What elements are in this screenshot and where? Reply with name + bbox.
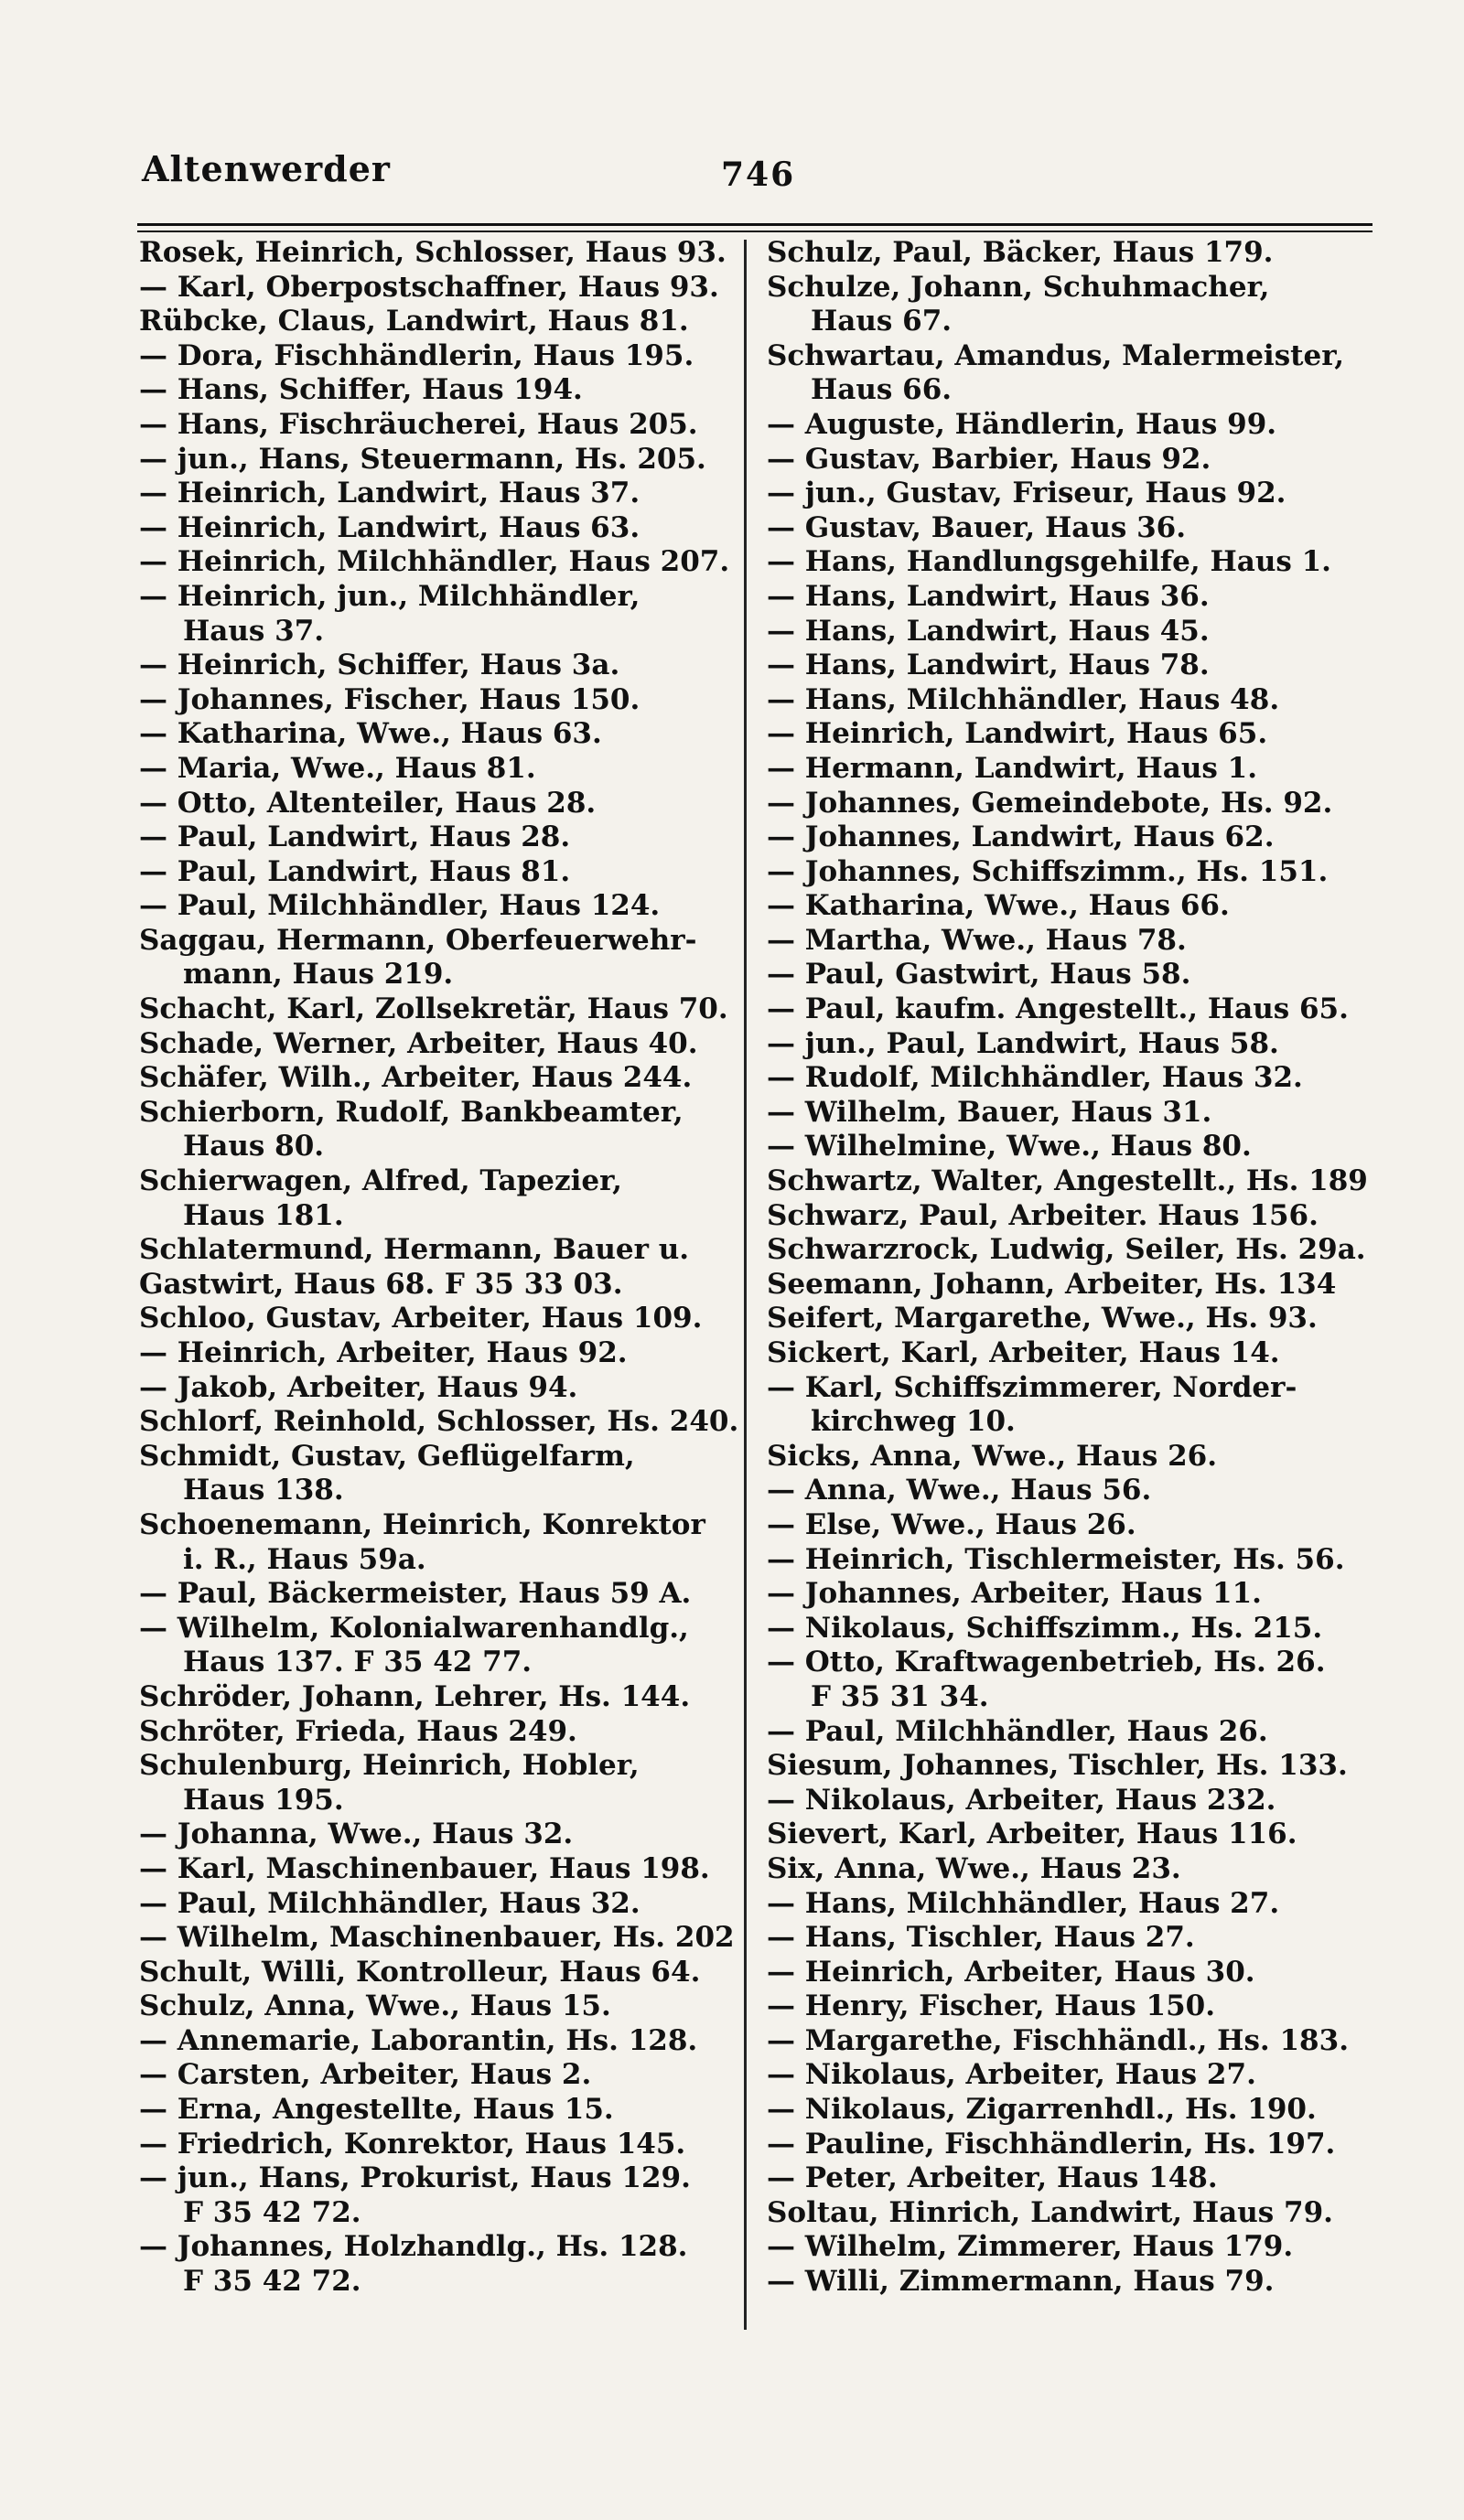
directory-entry: — Otto, Altenteiler, Haus 28. (139, 786, 597, 820)
directory-entry: Saggau, Hermann, Oberfeuerwehr- (139, 923, 697, 957)
directory-entry: — Otto, Kraftwagenbetrieb, Hs. 26. (767, 1646, 1326, 1679)
directory-entry: — Heinrich, Landwirt, Haus 63. (139, 510, 640, 544)
directory-entry: — jun., Hans, Steuermann, Hs. 205. (139, 442, 706, 476)
directory-entry: Gastwirt, Haus 68. F 35 33 03. (139, 1267, 623, 1301)
directory-entry: — Wilhelm, Bauer, Haus 31. (767, 1095, 1212, 1129)
directory-entry: — Maria, Wwe., Haus 81. (139, 751, 536, 785)
directory-entry: Sickert, Karl, Arbeiter, Haus 14. (767, 1336, 1280, 1369)
directory-entry: kirchweg 10. (811, 1405, 1016, 1439)
directory-entry: Schulz, Anna, Wwe., Haus 15. (139, 1989, 611, 2023)
directory-entry: — Hermann, Landwirt, Haus 1. (767, 751, 1258, 785)
directory-entry: — Johannes, Holzhandlg., Hs. 128. (139, 2230, 688, 2264)
directory-entry: — Heinrich, Milchhändler, Haus 207. (139, 545, 730, 579)
directory-entry: — Heinrich, Schiffer, Haus 3a. (139, 649, 620, 682)
directory-entry: — Paul, kaufm. Angestellt., Haus 65. (767, 992, 1349, 1026)
directory-entry: — Paul, Landwirt, Haus 28. (139, 820, 571, 854)
directory-entry: Schröder, Johann, Lehrer, Hs. 144. (139, 1679, 691, 1713)
directory-entry: — Jakob, Arbeiter, Haus 94. (139, 1370, 578, 1404)
directory-entry: — Hans, Fischräucherei, Haus 205. (139, 407, 698, 441)
directory-entry: — Karl, Oberpostschaffner, Haus 93. (139, 270, 719, 304)
directory-entry: Schulz, Paul, Bäcker, Haus 179. (767, 236, 1274, 269)
directory-entry: — Hans, Landwirt, Haus 45. (767, 614, 1210, 648)
directory-entry: — Annemarie, Laborantin, Hs. 128. (139, 2023, 698, 2057)
directory-entry: — Carsten, Arbeiter, Haus 2. (139, 2058, 592, 2092)
directory-entry: — Hans, Schiffer, Haus 194. (139, 373, 583, 407)
directory-entry: — Paul, Gastwirt, Haus 58. (767, 958, 1191, 992)
directory-entry: Haus 80. (183, 1130, 325, 1163)
directory-entry: — Rudolf, Milchhändler, Haus 32. (767, 1061, 1303, 1095)
directory-entry: — Wilhelmine, Wwe., Haus 80. (767, 1130, 1252, 1163)
directory-entry: — Willi, Zimmermann, Haus 79. (767, 2265, 1275, 2299)
directory-entry: — Paul, Milchhändler, Haus 32. (139, 1886, 640, 1920)
directory-entry: Schoenemann, Heinrich, Konrektor (139, 1507, 705, 1541)
directory-entry: — Paul, Bäckermeister, Haus 59 A. (139, 1577, 692, 1611)
directory-entry: Haus 181. (183, 1198, 344, 1232)
directory-entry: — Wilhelm, Maschinenbauer, Hs. 202 (139, 1921, 735, 1955)
directory-entry: Schloo, Gustav, Arbeiter, Haus 109. (139, 1302, 703, 1335)
directory-entry: — Auguste, Händlerin, Haus 99. (767, 407, 1277, 441)
directory-entry: Haus 138. (183, 1474, 344, 1507)
directory-entry: Seifert, Margarethe, Wwe., Hs. 93. (767, 1302, 1318, 1335)
directory-entry: Schwarzrock, Ludwig, Seiler, Hs. 29a. (767, 1233, 1366, 1267)
directory-entry: mann, Haus 219. (183, 958, 454, 992)
directory-entry: Schade, Werner, Arbeiter, Haus 40. (139, 1026, 698, 1060)
directory-entry: Schwarz, Paul, Arbeiter. Haus 156. (767, 1198, 1319, 1232)
directory-entry: Schulze, Johann, Schuhmacher, (767, 270, 1270, 304)
directory-entry: — Johannes, Schiffszimm., Hs. 151. (767, 854, 1329, 888)
directory-entry: Schmidt, Gustav, Geflügelfarm, (139, 1439, 635, 1473)
directory-entry: — Karl, Schiffszimmerer, Norder- (767, 1370, 1297, 1404)
directory-entry: — Hans, Handlungsgehilfe, Haus 1. (767, 545, 1331, 579)
directory-entry: — Johannes, Arbeiter, Haus 11. (767, 1577, 1262, 1611)
directory-entry: — Heinrich, Arbeiter, Haus 92. (139, 1336, 628, 1369)
directory-entry: — Katharina, Wwe., Haus 63. (139, 717, 602, 751)
left-column (139, 236, 743, 2300)
directory-entry: Sievert, Karl, Arbeiter, Haus 116. (767, 1818, 1297, 1851)
directory-entry: Schulenburg, Heinrich, Hobler, (139, 1749, 640, 1783)
directory-entry: — Paul, Milchhändler, Haus 124. (139, 889, 661, 923)
directory-entry: — Wilhelm, Kolonialwarenhandlg., (139, 1611, 689, 1645)
directory-entry: — Pauline, Fischhändlerin, Hs. 197. (767, 2127, 1336, 2161)
directory-entry: — Heinrich, Tischlermeister, Hs. 56. (767, 1542, 1345, 1576)
directory-entry: — Paul, Landwirt, Haus 81. (139, 854, 571, 888)
directory-entry: — Hans, Milchhändler, Haus 27. (767, 1886, 1280, 1920)
directory-entry: — Hans, Tischler, Haus 27. (767, 1921, 1195, 1955)
directory-entry: — Johannes, Gemeindebote, Hs. 92. (767, 786, 1333, 820)
directory-entry: Haus 37. (183, 614, 325, 648)
directory-entry: — Nikolaus, Arbeiter, Haus 27. (767, 2058, 1256, 2092)
directory-entry: — Hans, Milchhändler, Haus 48. (767, 682, 1280, 716)
directory-entry: Seemann, Johann, Arbeiter, Hs. 134 (767, 1267, 1337, 1301)
directory-entry: — Wilhelm, Zimmerer, Haus 179. (767, 2230, 1294, 2264)
directory-entry: F 35 42 72. (183, 2265, 361, 2299)
running-title: Altenwerder (142, 148, 391, 189)
directory-entry: Schult, Willi, Kontrolleur, Haus 64. (139, 1955, 701, 1989)
directory-entry: — Gustav, Barbier, Haus 92. (767, 442, 1211, 476)
directory-entry: Schröter, Frieda, Haus 249. (139, 1714, 577, 1748)
directory-entry: F 35 31 34. (811, 1679, 989, 1713)
directory-entry: — Heinrich, Landwirt, Haus 65. (767, 717, 1268, 751)
directory-entry: — Friedrich, Konrektor, Haus 145. (139, 2127, 686, 2161)
directory-entry: Haus 195. (183, 1783, 344, 1817)
directory-entry: — Gustav, Bauer, Haus 36. (767, 510, 1187, 544)
directory-entry: Schlorf, Reinhold, Schlosser, Hs. 240. (139, 1405, 739, 1439)
directory-entry: — Karl, Maschinenbauer, Haus 198. (139, 1851, 710, 1885)
directory-entry: Schäfer, Wilh., Arbeiter, Haus 244. (139, 1061, 693, 1095)
directory-entry: — Hans, Landwirt, Haus 36. (767, 579, 1210, 613)
directory-entry: — jun., Paul, Landwirt, Haus 58. (767, 1026, 1279, 1060)
directory-entry: Soltau, Hinrich, Landwirt, Haus 79. (767, 2195, 1333, 2229)
directory-entry: — Nikolaus, Arbeiter, Haus 232. (767, 1783, 1276, 1817)
directory-entry: Haus 66. (811, 373, 953, 407)
directory-entry: — Anna, Wwe., Haus 56. (767, 1474, 1152, 1507)
page-header (0, 0, 1464, 210)
page-number: 746 (721, 155, 796, 194)
directory-entry: Schierborn, Rudolf, Bankbeamter, (139, 1095, 684, 1129)
header-rule (137, 223, 1372, 226)
directory-entry: Schacht, Karl, Zollsekretär, Haus 70. (139, 992, 728, 1026)
directory-entry: Schierwagen, Alfred, Tapezier, (139, 1164, 622, 1198)
directory-entry: Schwartz, Walter, Angestellt., Hs. 189 (767, 1164, 1368, 1198)
directory-entry: Rübcke, Claus, Landwirt, Haus 81. (139, 305, 689, 338)
directory-entry: Schlatermund, Hermann, Bauer u. (139, 1233, 690, 1267)
directory-entry: — Nikolaus, Schiffszimm., Hs. 215. (767, 1611, 1323, 1645)
right-column (767, 236, 1371, 2300)
directory-entry: — Nikolaus, Zigarrenhdl., Hs. 190. (767, 2093, 1317, 2127)
directory-entry: Six, Anna, Wwe., Haus 23. (767, 1851, 1181, 1885)
directory-entry: — Erna, Angestellte, Haus 15. (139, 2093, 614, 2127)
directory-entry: — Margarethe, Fischhändl., Hs. 183. (767, 2023, 1349, 2057)
directory-entry: — Johanna, Wwe., Haus 32. (139, 1818, 574, 1851)
directory-entry: — Paul, Milchhändler, Haus 26. (767, 1714, 1268, 1748)
directory-entry: — Johannes, Landwirt, Haus 62. (767, 820, 1275, 854)
directory-entry: — jun., Gustav, Friseur, Haus 92. (767, 477, 1286, 510)
directory-entry: Sicks, Anna, Wwe., Haus 26. (767, 1439, 1218, 1473)
directory-entry: i. R., Haus 59a. (183, 1542, 426, 1576)
directory-entry: — Henry, Fischer, Haus 150. (767, 1989, 1216, 2023)
header-rule-thin (137, 231, 1372, 232)
directory-entry: F 35 42 72. (183, 2195, 361, 2229)
directory-entry: — Peter, Arbeiter, Haus 148. (767, 2161, 1218, 2195)
directory-entry: — Hans, Landwirt, Haus 78. (767, 649, 1210, 682)
directory-entry: Rosek, Heinrich, Schlosser, Haus 93. (139, 236, 727, 269)
directory-entry: — jun., Hans, Prokurist, Haus 129. (139, 2161, 691, 2195)
directory-entry: Haus 137. F 35 42 77. (183, 1646, 533, 1679)
directory-entry: Schwartau, Amandus, Malermeister, (767, 338, 1345, 372)
directory-entry: Haus 67. (811, 305, 953, 338)
directory-entry: — Dora, Fischhändlerin, Haus 195. (139, 338, 694, 372)
directory-entry: — Heinrich, Landwirt, Haus 37. (139, 477, 640, 510)
directory-entry: — Heinrich, Arbeiter, Haus 30. (767, 1955, 1255, 1989)
directory-entry: — Else, Wwe., Haus 26. (767, 1507, 1136, 1541)
directory-entry: — Katharina, Wwe., Haus 66. (767, 889, 1230, 923)
column-divider (744, 240, 747, 2330)
directory-entry: — Heinrich, jun., Milchhändler, (139, 579, 640, 613)
directory-entry: — Martha, Wwe., Haus 78. (767, 923, 1187, 957)
directory-entry: Siesum, Johannes, Tischler, Hs. 133. (767, 1749, 1348, 1783)
directory-entry: — Johannes, Fischer, Haus 150. (139, 682, 640, 716)
